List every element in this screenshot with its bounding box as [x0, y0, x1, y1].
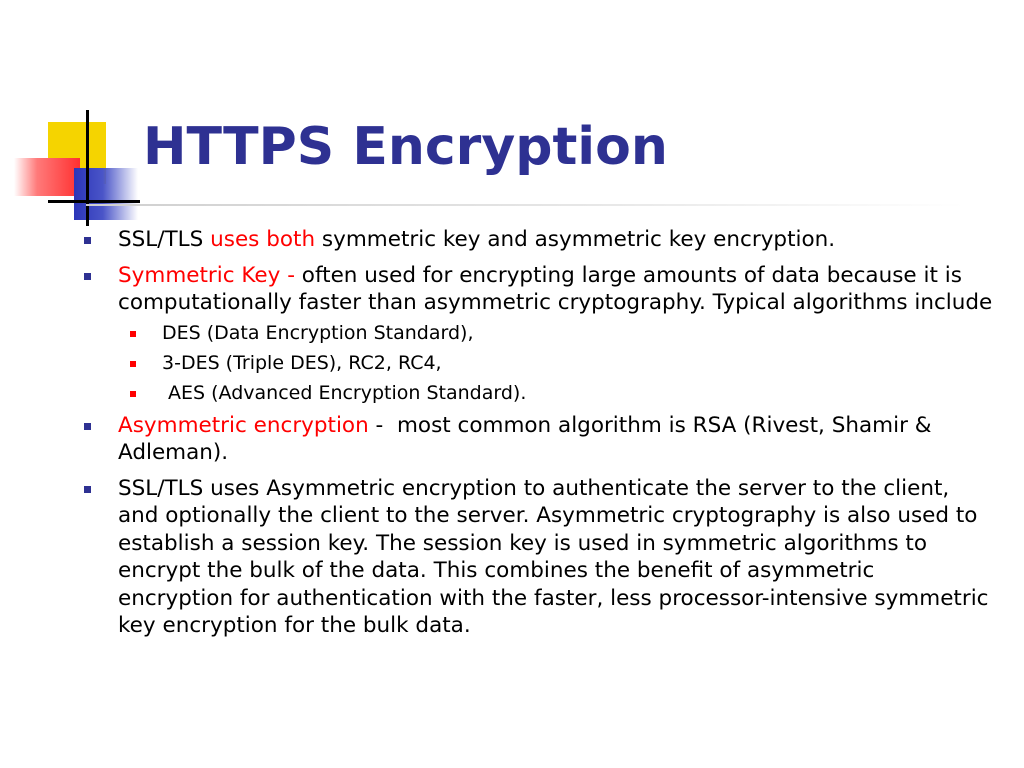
bullet-item-3	[74, 412, 994, 467]
corner-red-bar	[14, 158, 80, 196]
square-bullet-icon	[84, 273, 91, 280]
sub-bullet-text: 3-DES (Triple DES), RC2, RC4,	[162, 351, 442, 374]
sub-bullet-item-3	[74, 381, 994, 406]
bullet-highlight: Symmetric Key -	[118, 262, 302, 288]
title-underline	[86, 204, 966, 206]
bullet-text: - most common algorithm is RSA (Rivest, Shamir & Adleman).	[118, 412, 939, 465]
square-sub-bullet-icon	[130, 391, 136, 397]
sub-bullet-text: AES (Advanced Encryption Standard).	[162, 381, 527, 404]
bullet-highlight: uses both	[210, 227, 316, 252]
bullet-text: SSL/TLS	[118, 227, 211, 252]
corner-vertical-line	[86, 110, 89, 226]
square-sub-bullet-icon	[130, 361, 136, 367]
square-bullet-icon	[84, 486, 91, 493]
bullet-text: SSL/TLS uses Asymmetric encryption to authenticate the server to the client, and optionally the client to the server. Asymmetric cryptography is also used to establish a session key. The session key is used in symmetric algorithms to encrypt the bulk of the data. This combines the benefit of asymmetric encryption for authentication with the faster, less processor-intensive symmetric key encryption for the bulk data.	[118, 475, 989, 638]
bullet-item-4	[74, 475, 994, 640]
square-bullet-icon	[84, 237, 91, 244]
sub-bullet-item-1	[74, 321, 994, 346]
corner-horizontal-line	[48, 200, 140, 203]
corner-blue-square	[74, 168, 138, 220]
bullet-text: symmetric key and asymmetric key encryption.	[315, 227, 836, 252]
bullet-item-2	[74, 262, 994, 317]
slide-body	[74, 226, 994, 648]
square-sub-bullet-icon	[130, 331, 136, 337]
square-bullet-icon	[84, 423, 91, 430]
bullet-item-1	[74, 226, 994, 254]
slide-title: HTTPS Encryption	[143, 117, 668, 177]
bullet-highlight: Asymmetric encryption	[118, 412, 369, 438]
sub-bullet-item-2	[74, 351, 994, 376]
sub-bullet-list	[74, 321, 994, 406]
bullet-text: often used for encrypting large amounts of data because it is computationally faster than asymmetric cryptography. Typical algorithms include	[118, 262, 993, 315]
sub-bullet-text: DES (Data Encryption Standard),	[162, 321, 474, 344]
